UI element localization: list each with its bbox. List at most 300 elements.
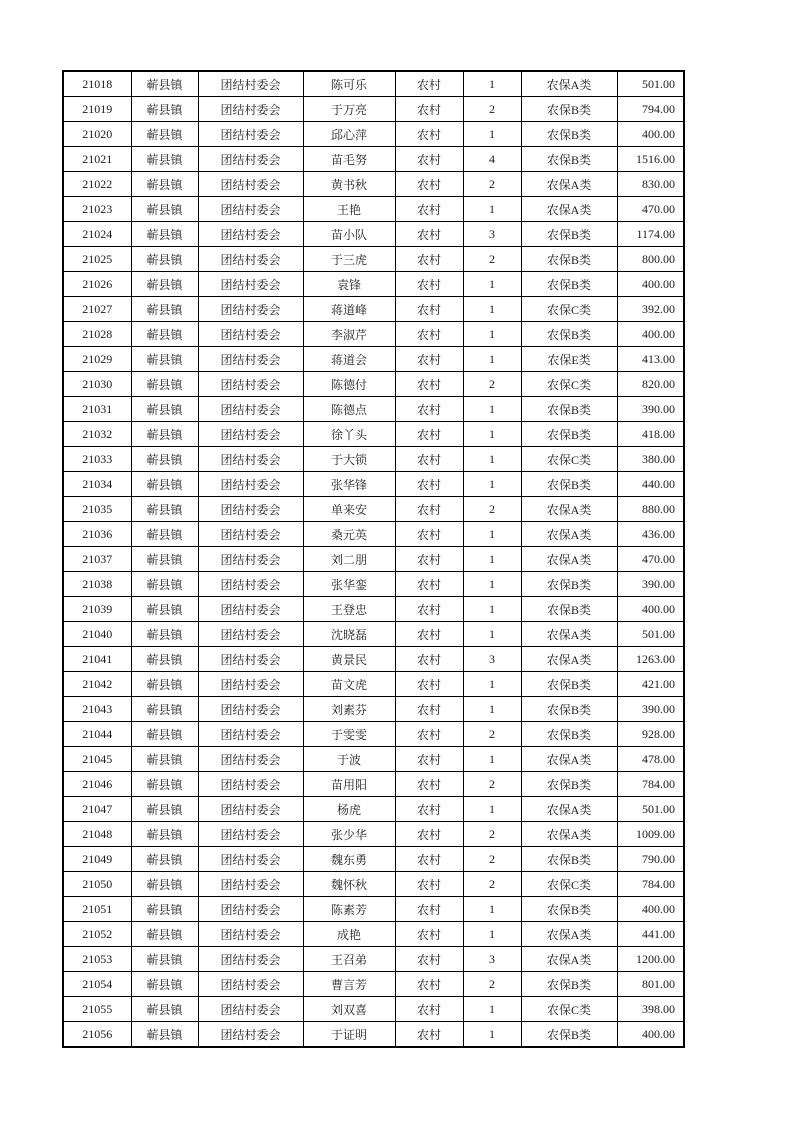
cell-amount: 1174.00 [617, 222, 684, 247]
cell-town: 蕲县镇 [131, 347, 198, 372]
cell-insurance-type: 农保A类 [521, 547, 617, 572]
table-row [63, 1022, 684, 1048]
cell-town: 蕲县镇 [131, 522, 198, 547]
cell-town: 蕲县镇 [131, 572, 198, 597]
table-row [63, 222, 684, 247]
cell-amount: 400.00 [617, 322, 684, 347]
cell-person-name: 袁锋 [303, 272, 395, 297]
cell-person-count: 1 [463, 597, 521, 622]
cell-town: 蕲县镇 [131, 147, 198, 172]
cell-person-count: 1 [463, 572, 521, 597]
cell-person-count: 1 [463, 697, 521, 722]
cell-insurance-type: 农保A类 [521, 197, 617, 222]
cell-person-name: 苗用阳 [303, 772, 395, 797]
cell-person-count: 1 [463, 622, 521, 647]
cell-village-committee: 团结村委会 [198, 247, 303, 272]
cell-person-count: 1 [463, 997, 521, 1022]
cell-person-name: 陈德付 [303, 372, 395, 397]
cell-row-id: 21019 [63, 97, 131, 122]
table-row [63, 922, 684, 947]
cell-town: 蕲县镇 [131, 672, 198, 697]
cell-town: 蕲县镇 [131, 397, 198, 422]
cell-insurance-type: 农保B类 [521, 1022, 617, 1048]
table-row [63, 247, 684, 272]
cell-insurance-type: 农保B类 [521, 272, 617, 297]
cell-category: 农村 [395, 922, 463, 947]
cell-village-committee: 团结村委会 [198, 797, 303, 822]
cell-town: 蕲县镇 [131, 122, 198, 147]
cell-category: 农村 [395, 597, 463, 622]
cell-village-committee: 团结村委会 [198, 622, 303, 647]
cell-insurance-type: 农保B类 [521, 897, 617, 922]
cell-row-id: 21027 [63, 297, 131, 322]
cell-category: 农村 [395, 447, 463, 472]
cell-person-name: 单来安 [303, 497, 395, 522]
cell-insurance-type: 农保B类 [521, 472, 617, 497]
cell-village-committee: 团结村委会 [198, 847, 303, 872]
cell-town: 蕲县镇 [131, 172, 198, 197]
cell-row-id: 21047 [63, 797, 131, 822]
cell-person-count: 2 [463, 247, 521, 272]
cell-person-count: 1 [463, 347, 521, 372]
table-row [63, 297, 684, 322]
cell-insurance-type: 农保B类 [521, 222, 617, 247]
cell-row-id: 21025 [63, 247, 131, 272]
cell-category: 农村 [395, 997, 463, 1022]
cell-category: 农村 [395, 147, 463, 172]
cell-person-name: 李淑芹 [303, 322, 395, 347]
cell-town: 蕲县镇 [131, 472, 198, 497]
cell-row-id: 21021 [63, 147, 131, 172]
cell-amount: 392.00 [617, 297, 684, 322]
cell-town: 蕲县镇 [131, 297, 198, 322]
cell-town: 蕲县镇 [131, 847, 198, 872]
cell-town: 蕲县镇 [131, 497, 198, 522]
cell-town: 蕲县镇 [131, 722, 198, 747]
cell-person-name: 黄景民 [303, 647, 395, 672]
cell-person-count: 2 [463, 97, 521, 122]
cell-category: 农村 [395, 397, 463, 422]
cell-person-name: 沈晓磊 [303, 622, 395, 647]
cell-category: 农村 [395, 547, 463, 572]
cell-row-id: 21039 [63, 597, 131, 622]
cell-category: 农村 [395, 572, 463, 597]
cell-amount: 784.00 [617, 872, 684, 897]
cell-category: 农村 [395, 647, 463, 672]
cell-amount: 418.00 [617, 422, 684, 447]
cell-village-committee: 团结村委会 [198, 572, 303, 597]
table-row [63, 547, 684, 572]
cell-amount: 400.00 [617, 597, 684, 622]
cell-person-name: 王艳 [303, 197, 395, 222]
cell-category: 农村 [395, 247, 463, 272]
cell-category: 农村 [395, 972, 463, 997]
cell-village-committee: 团结村委会 [198, 372, 303, 397]
cell-village-committee: 团结村委会 [198, 147, 303, 172]
cell-village-committee: 团结村委会 [198, 922, 303, 947]
cell-amount: 1009.00 [617, 822, 684, 847]
cell-insurance-type: 农保A类 [521, 497, 617, 522]
cell-row-id: 21049 [63, 847, 131, 872]
cell-town: 蕲县镇 [131, 597, 198, 622]
cell-category: 农村 [395, 622, 463, 647]
cell-insurance-type: 农保B类 [521, 597, 617, 622]
cell-insurance-type: 农保B类 [521, 122, 617, 147]
cell-person-count: 2 [463, 497, 521, 522]
cell-insurance-type: 农保B类 [521, 397, 617, 422]
cell-insurance-type: 农保B类 [521, 772, 617, 797]
cell-insurance-type: 农保A类 [521, 622, 617, 647]
cell-village-committee: 团结村委会 [198, 697, 303, 722]
cell-village-committee: 团结村委会 [198, 71, 303, 97]
cell-category: 农村 [395, 797, 463, 822]
cell-person-count: 1 [463, 272, 521, 297]
cell-category: 农村 [395, 772, 463, 797]
cell-person-name: 魏怀秋 [303, 872, 395, 897]
cell-amount: 436.00 [617, 522, 684, 547]
cell-amount: 800.00 [617, 247, 684, 272]
cell-town: 蕲县镇 [131, 947, 198, 972]
cell-category: 农村 [395, 472, 463, 497]
cell-category: 农村 [395, 947, 463, 972]
cell-row-id: 21029 [63, 347, 131, 372]
cell-village-committee: 团结村委会 [198, 997, 303, 1022]
cell-person-name: 桑元英 [303, 522, 395, 547]
cell-category: 农村 [395, 322, 463, 347]
cell-amount: 421.00 [617, 672, 684, 697]
cell-row-id: 21054 [63, 972, 131, 997]
cell-person-count: 1 [463, 897, 521, 922]
cell-person-count: 2 [463, 172, 521, 197]
table-row [63, 197, 684, 222]
table-row [63, 722, 684, 747]
table-row [63, 122, 684, 147]
cell-row-id: 21022 [63, 172, 131, 197]
cell-person-count: 2 [463, 872, 521, 897]
table-row [63, 172, 684, 197]
cell-insurance-type: 农保B类 [521, 722, 617, 747]
cell-amount: 440.00 [617, 472, 684, 497]
table-row [63, 397, 684, 422]
cell-category: 农村 [395, 847, 463, 872]
cell-insurance-type: 农保B类 [521, 847, 617, 872]
cell-insurance-type: 农保B类 [521, 247, 617, 272]
cell-row-id: 21034 [63, 472, 131, 497]
cell-village-committee: 团结村委会 [198, 97, 303, 122]
cell-row-id: 21028 [63, 322, 131, 347]
cell-village-committee: 团结村委会 [198, 347, 303, 372]
cell-village-committee: 团结村委会 [198, 422, 303, 447]
cell-insurance-type: 农保A类 [521, 647, 617, 672]
table-row [63, 272, 684, 297]
cell-person-count: 1 [463, 447, 521, 472]
cell-person-name: 张少华 [303, 822, 395, 847]
cell-category: 农村 [395, 497, 463, 522]
cell-insurance-type: 农保B类 [521, 672, 617, 697]
cell-category: 农村 [395, 822, 463, 847]
cell-row-id: 21032 [63, 422, 131, 447]
cell-town: 蕲县镇 [131, 997, 198, 1022]
cell-village-committee: 团结村委会 [198, 597, 303, 622]
cell-person-count: 2 [463, 772, 521, 797]
table-row [63, 947, 684, 972]
table-row [63, 697, 684, 722]
cell-category: 农村 [395, 97, 463, 122]
cell-insurance-type: 农保B类 [521, 322, 617, 347]
cell-person-name: 于波 [303, 747, 395, 772]
table-row [63, 847, 684, 872]
cell-amount: 830.00 [617, 172, 684, 197]
cell-category: 农村 [395, 172, 463, 197]
cell-village-committee: 团结村委会 [198, 222, 303, 247]
cell-row-id: 21048 [63, 822, 131, 847]
cell-insurance-type: 农保A类 [521, 747, 617, 772]
cell-town: 蕲县镇 [131, 897, 198, 922]
cell-row-id: 21038 [63, 572, 131, 597]
cell-person-count: 1 [463, 547, 521, 572]
cell-amount: 400.00 [617, 1022, 684, 1048]
table-row [63, 322, 684, 347]
table-row [63, 422, 684, 447]
cell-person-count: 1 [463, 747, 521, 772]
cell-person-count: 1 [463, 197, 521, 222]
cell-amount: 790.00 [617, 847, 684, 872]
cell-person-name: 于万亮 [303, 97, 395, 122]
cell-insurance-type: 农保B类 [521, 97, 617, 122]
cell-town: 蕲县镇 [131, 272, 198, 297]
cell-amount: 470.00 [617, 547, 684, 572]
table-row [63, 447, 684, 472]
cell-amount: 501.00 [617, 71, 684, 97]
cell-town: 蕲县镇 [131, 972, 198, 997]
cell-person-name: 蒋道会 [303, 347, 395, 372]
cell-row-id: 21026 [63, 272, 131, 297]
cell-category: 农村 [395, 697, 463, 722]
cell-category: 农村 [395, 372, 463, 397]
table-body [63, 71, 684, 1047]
cell-category: 农村 [395, 71, 463, 97]
cell-town: 蕲县镇 [131, 97, 198, 122]
cell-person-name: 陈素芳 [303, 897, 395, 922]
cell-town: 蕲县镇 [131, 772, 198, 797]
cell-village-committee: 团结村委会 [198, 897, 303, 922]
cell-town: 蕲县镇 [131, 372, 198, 397]
cell-village-committee: 团结村委会 [198, 722, 303, 747]
cell-amount: 441.00 [617, 922, 684, 947]
cell-person-name: 陈可乐 [303, 71, 395, 97]
table-row [63, 797, 684, 822]
cell-village-committee: 团结村委会 [198, 1022, 303, 1048]
cell-amount: 928.00 [617, 722, 684, 747]
cell-person-name: 张华銮 [303, 572, 395, 597]
cell-insurance-type: 农保C类 [521, 997, 617, 1022]
cell-row-id: 21051 [63, 897, 131, 922]
cell-person-name: 刘素芬 [303, 697, 395, 722]
cell-amount: 400.00 [617, 272, 684, 297]
table-row [63, 872, 684, 897]
cell-village-committee: 团结村委会 [198, 747, 303, 772]
cell-insurance-type: 农保A类 [521, 522, 617, 547]
cell-town: 蕲县镇 [131, 71, 198, 97]
cell-town: 蕲县镇 [131, 422, 198, 447]
cell-person-name: 于证明 [303, 1022, 395, 1048]
cell-village-committee: 团结村委会 [198, 772, 303, 797]
cell-insurance-type: 农保B类 [521, 572, 617, 597]
cell-row-id: 21040 [63, 622, 131, 647]
cell-category: 农村 [395, 297, 463, 322]
cell-person-name: 于大锁 [303, 447, 395, 472]
cell-person-count: 3 [463, 222, 521, 247]
cell-amount: 880.00 [617, 497, 684, 522]
cell-amount: 390.00 [617, 697, 684, 722]
cell-category: 农村 [395, 1022, 463, 1048]
cell-village-committee: 团结村委会 [198, 522, 303, 547]
cell-village-committee: 团结村委会 [198, 197, 303, 222]
cell-person-name: 刘二朋 [303, 547, 395, 572]
cell-amount: 390.00 [617, 572, 684, 597]
cell-amount: 501.00 [617, 622, 684, 647]
cell-person-name: 曹言芳 [303, 972, 395, 997]
cell-row-id: 21020 [63, 122, 131, 147]
cell-amount: 380.00 [617, 447, 684, 472]
cell-row-id: 21031 [63, 397, 131, 422]
cell-row-id: 21024 [63, 222, 131, 247]
cell-town: 蕲县镇 [131, 322, 198, 347]
cell-row-id: 21023 [63, 197, 131, 222]
cell-insurance-type: 农保A类 [521, 922, 617, 947]
cell-village-committee: 团结村委会 [198, 547, 303, 572]
cell-category: 农村 [395, 747, 463, 772]
cell-person-name: 陈德点 [303, 397, 395, 422]
cell-village-committee: 团结村委会 [198, 647, 303, 672]
cell-town: 蕲县镇 [131, 747, 198, 772]
cell-insurance-type: 农保B类 [521, 972, 617, 997]
cell-person-count: 2 [463, 972, 521, 997]
table-row [63, 347, 684, 372]
cell-insurance-type: 农保C类 [521, 372, 617, 397]
cell-person-count: 3 [463, 947, 521, 972]
cell-row-id: 21056 [63, 1022, 131, 1048]
cell-row-id: 21050 [63, 872, 131, 897]
cell-town: 蕲县镇 [131, 822, 198, 847]
cell-town: 蕲县镇 [131, 647, 198, 672]
cell-person-name: 成艳 [303, 922, 395, 947]
cell-insurance-type: 农保A类 [521, 797, 617, 822]
table-row [63, 647, 684, 672]
cell-person-name: 于三虎 [303, 247, 395, 272]
cell-person-count: 2 [463, 722, 521, 747]
cell-row-id: 21045 [63, 747, 131, 772]
cell-person-count: 1 [463, 672, 521, 697]
cell-person-name: 王登忠 [303, 597, 395, 622]
cell-amount: 400.00 [617, 122, 684, 147]
cell-person-count: 1 [463, 797, 521, 822]
cell-insurance-type: 农保C类 [521, 297, 617, 322]
cell-amount: 801.00 [617, 972, 684, 997]
cell-person-name: 徐丫头 [303, 422, 395, 447]
cell-insurance-type: 农保A类 [521, 822, 617, 847]
cell-village-committee: 团结村委会 [198, 822, 303, 847]
cell-village-committee: 团结村委会 [198, 947, 303, 972]
cell-person-count: 3 [463, 647, 521, 672]
cell-insurance-type: 农保B类 [521, 697, 617, 722]
cell-village-committee: 团结村委会 [198, 397, 303, 422]
table-row [63, 897, 684, 922]
cell-person-name: 杨虎 [303, 797, 395, 822]
table-row [63, 622, 684, 647]
table-row [63, 772, 684, 797]
cell-category: 农村 [395, 197, 463, 222]
table-row [63, 997, 684, 1022]
cell-insurance-type: 农保B类 [521, 422, 617, 447]
cell-row-id: 21042 [63, 672, 131, 697]
cell-person-count: 1 [463, 922, 521, 947]
cell-person-name: 王召弟 [303, 947, 395, 972]
cell-town: 蕲县镇 [131, 922, 198, 947]
cell-insurance-type: 农保B类 [521, 147, 617, 172]
cell-row-id: 21044 [63, 722, 131, 747]
cell-village-committee: 团结村委会 [198, 497, 303, 522]
cell-row-id: 21035 [63, 497, 131, 522]
cell-person-name: 邱心萍 [303, 122, 395, 147]
cell-row-id: 21043 [63, 697, 131, 722]
table-row [63, 672, 684, 697]
cell-insurance-type: 农保A类 [521, 71, 617, 97]
cell-person-count: 1 [463, 71, 521, 97]
cell-amount: 794.00 [617, 97, 684, 122]
cell-amount: 470.00 [617, 197, 684, 222]
cell-row-id: 21041 [63, 647, 131, 672]
cell-village-committee: 团结村委会 [198, 322, 303, 347]
table-row [63, 147, 684, 172]
cell-row-id: 21033 [63, 447, 131, 472]
cell-person-count: 1 [463, 1022, 521, 1048]
cell-category: 农村 [395, 897, 463, 922]
pension-benefits-table [62, 70, 685, 1048]
cell-row-id: 21053 [63, 947, 131, 972]
table-row [63, 822, 684, 847]
cell-town: 蕲县镇 [131, 547, 198, 572]
table-row [63, 472, 684, 497]
cell-village-committee: 团结村委会 [198, 122, 303, 147]
cell-category: 农村 [395, 522, 463, 547]
cell-category: 农村 [395, 422, 463, 447]
cell-amount: 413.00 [617, 347, 684, 372]
cell-category: 农村 [395, 722, 463, 747]
cell-village-committee: 团结村委会 [198, 272, 303, 297]
cell-village-committee: 团结村委会 [198, 172, 303, 197]
cell-person-count: 1 [463, 122, 521, 147]
cell-person-name: 苗文虎 [303, 672, 395, 697]
cell-village-committee: 团结村委会 [198, 672, 303, 697]
cell-category: 农村 [395, 347, 463, 372]
cell-village-committee: 团结村委会 [198, 872, 303, 897]
cell-category: 农村 [395, 122, 463, 147]
cell-amount: 390.00 [617, 397, 684, 422]
cell-person-name: 于雯雯 [303, 722, 395, 747]
cell-amount: 501.00 [617, 797, 684, 822]
cell-person-count: 2 [463, 822, 521, 847]
table-row [63, 522, 684, 547]
cell-village-committee: 团结村委会 [198, 472, 303, 497]
cell-category: 农村 [395, 872, 463, 897]
cell-person-name: 蒋道峰 [303, 297, 395, 322]
cell-category: 农村 [395, 222, 463, 247]
table-row [63, 597, 684, 622]
cell-person-count: 1 [463, 422, 521, 447]
cell-person-count: 4 [463, 147, 521, 172]
cell-person-count: 1 [463, 397, 521, 422]
